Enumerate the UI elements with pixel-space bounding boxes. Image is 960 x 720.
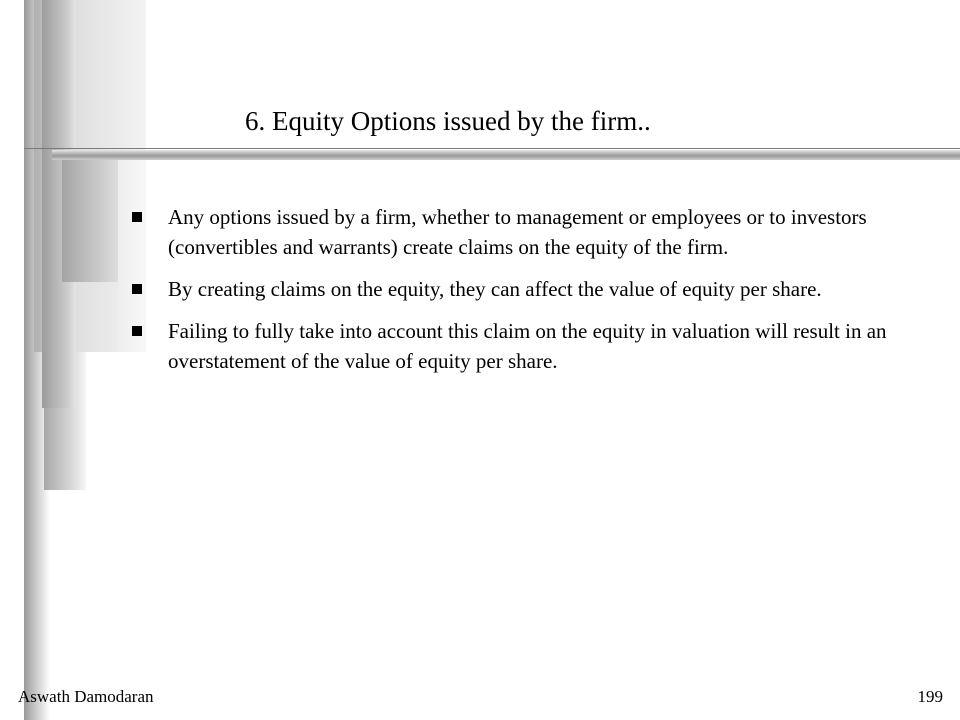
- slide-title: 6. Equity Options issued by the firm..: [245, 106, 651, 136]
- bullet-item: [132, 316, 932, 376]
- bullet-text: Any options issued by a firm, whether to management or employees or to investors (convertibles and warrants) create claims on the equity of the firm.: [168, 205, 867, 259]
- square-bullet-icon: [132, 284, 142, 294]
- decorative-bar: [62, 160, 118, 282]
- bullet-text: By creating claims on the equity, they can affect the value of equity per share.: [168, 277, 822, 301]
- bullet-text: Failing to fully take into account this claim on the equity in valuation will result in an overstatement of the value of equity per share.: [168, 319, 887, 373]
- square-bullet-icon: [132, 212, 142, 222]
- page-number: 199: [917, 687, 943, 706]
- bullet-list: [132, 202, 932, 388]
- title-divider-line: [24, 148, 960, 149]
- footer-author: Aswath Damodaran: [18, 687, 154, 706]
- square-bullet-icon: [132, 326, 142, 336]
- title-divider-bar: [52, 150, 960, 160]
- bullet-item: [132, 202, 932, 262]
- bullet-item: [132, 274, 932, 304]
